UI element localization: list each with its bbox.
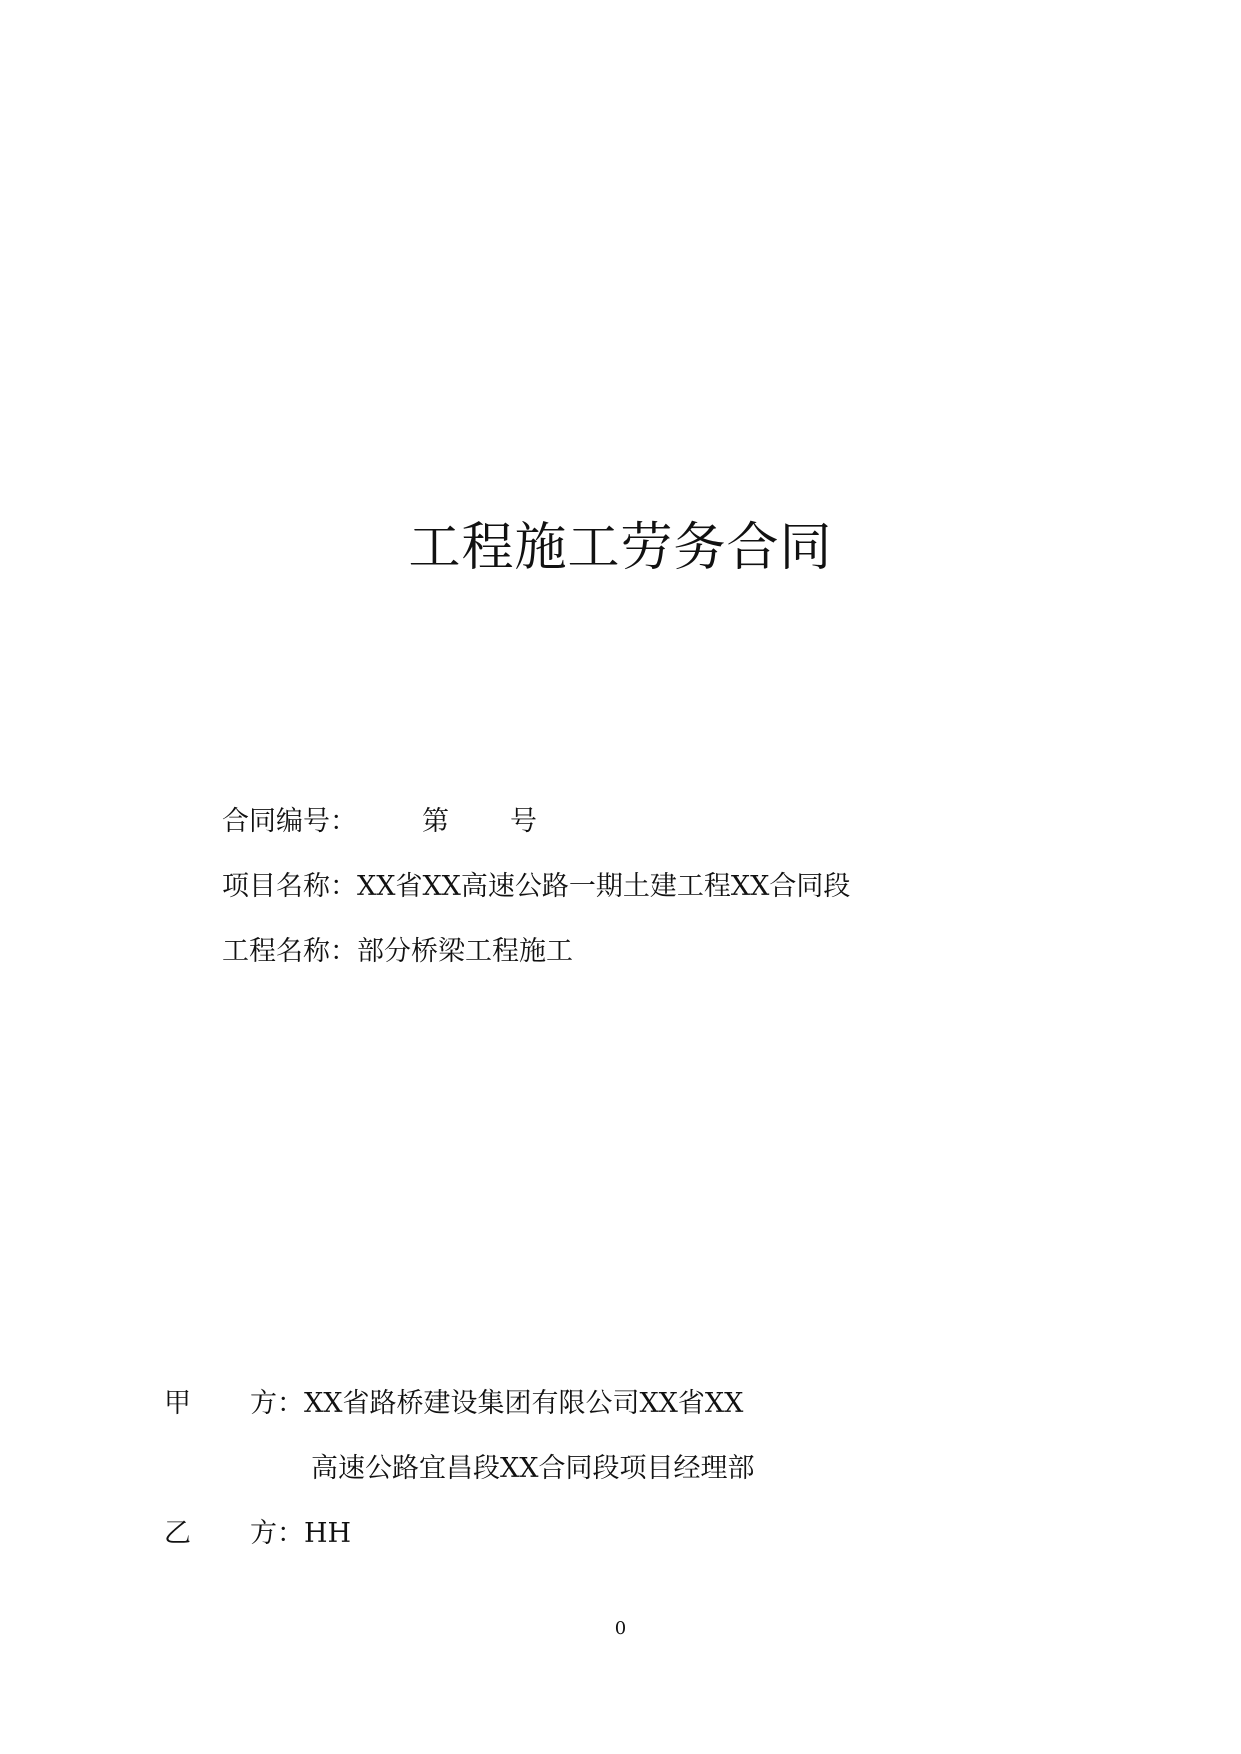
document-title: 工程施工劳务合同 <box>408 518 833 578</box>
party-a-value-line1: XX省路桥建设集团有限公司XX省XX <box>304 1388 744 1419</box>
work-name-value: 部分桥梁工程施工 <box>357 936 573 967</box>
project-name-label: 项目名称： <box>222 871 357 902</box>
party-b-line <box>164 1517 351 1551</box>
contract-number-label: 合同编号： <box>222 806 357 837</box>
contract-number-prefix: 第 <box>422 806 449 837</box>
work-name-line <box>222 935 573 969</box>
contract-number-line <box>222 805 537 839</box>
project-name-value: XX省XX高速公路一期土建工程XX合同段 <box>357 871 851 902</box>
party-b-colon-label: 方： <box>250 1518 304 1549</box>
party-a-colon-label: 方： <box>250 1388 304 1419</box>
party-a-label: 甲 <box>164 1388 191 1419</box>
project-name-line <box>222 870 850 904</box>
party-b-label: 乙 <box>164 1518 191 1549</box>
party-b-value: HH <box>304 1518 352 1549</box>
work-name-label: 工程名称： <box>222 936 357 967</box>
party-a-value-line2: 高速公路宜昌段XX合同段项目经理部 <box>311 1453 755 1484</box>
page-number: 0 <box>614 1618 627 1639</box>
party-a-line <box>164 1387 743 1421</box>
contract-number-suffix: 号 <box>510 806 537 837</box>
